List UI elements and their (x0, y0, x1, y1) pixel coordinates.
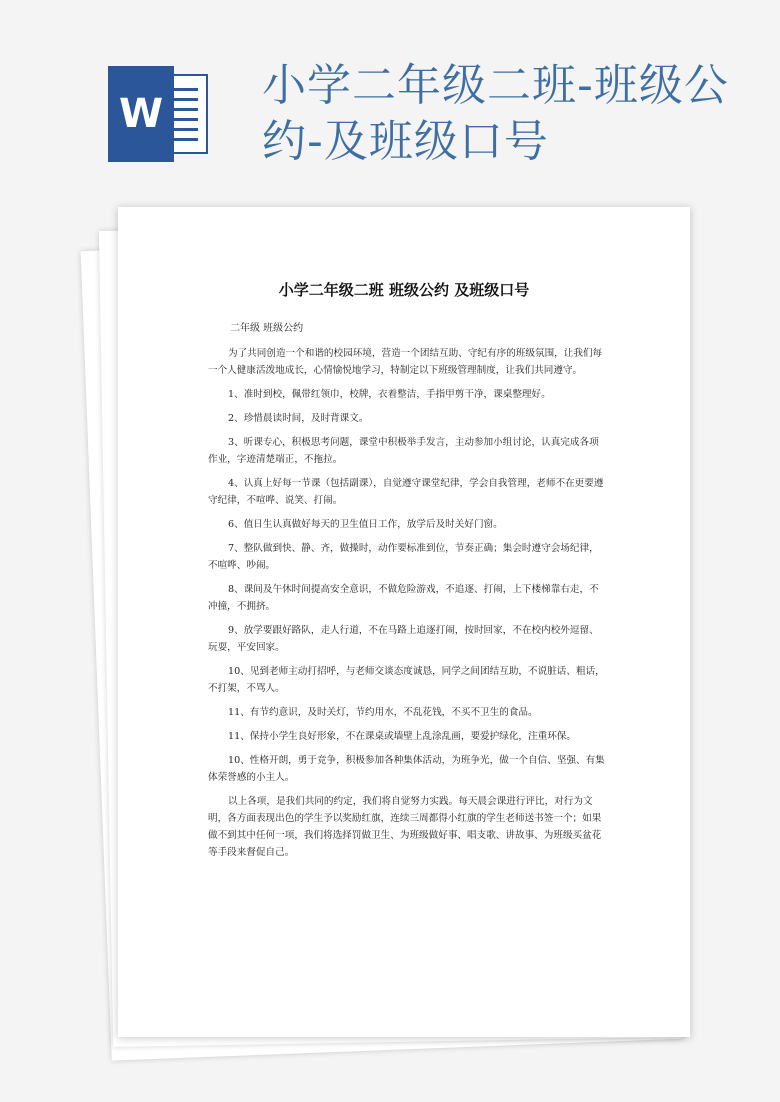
document-paragraph: 1、准时到校，佩带红领巾，校牌，衣着整洁，手指甲剪干净，课桌整理好。 (228, 389, 551, 400)
document-title: 小学二年级二班 班级公约 及班级口号 (278, 281, 530, 299)
document-page (118, 207, 690, 1037)
document-paragraph: 2、珍惜晨读时间，及时背课文。 (228, 413, 369, 424)
header (0, 0, 780, 190)
document-body (208, 345, 608, 868)
document-subtitle: 二年级 班级公约 (230, 323, 304, 334)
document-paragraph: 8、课间及午休时间提高安全意识，不做危险游戏，不追逐、打闹，上下楼梯靠右走，不冲撞，不拥挤。 (208, 584, 599, 612)
document-paragraph: 为了共同创造一个和谐的校园环境，营造一个团结互助、守纪有序的班级氛围，让我们每一个人健康活泼地成长，心情愉悦地学习，特制定以下班级管理制度，让我们共同遵守。 (208, 348, 603, 376)
document-paragraph: 10、性格开朗，勇于竞争，积极参加各种集体活动，为班争光，做一个自信、坚强、有集体荣誉感的小主人。 (208, 755, 605, 783)
document-paragraph: 7、整队做到快、静、齐，做操时，动作要标准到位，节奏正确；集会时遵守会场纪律，不喧哗、吵闹。 (208, 543, 599, 571)
word-icon-badge: W (108, 66, 174, 162)
document-paragraph: 4、认真上好每一节课（包括副课），自觉遵守课堂纪律，学会自我管理，老师不在更要遵守纪律，不喧哗、说笑、打闹。 (208, 478, 604, 506)
document-paragraph: 9、放学要跟好路队，走人行道，不在马路上追逐打闹，按时回家，不在校内校外逗留、玩耍，平安回家。 (208, 625, 599, 653)
document-paragraph: 11、保持小学生良好形象，不在课桌或墙壁上乱涂乱画，要爱护绿化，注重环保。 (228, 731, 576, 742)
page-title: 小学二年级二班-班级公约-及班级口号 (262, 60, 729, 167)
document-paragraph: 6、值日生认真做好每天的卫生值日工作，放学后及时关好门窗。 (228, 519, 503, 530)
document-paragraph: 以上各项，是我们共同的约定，我们将自觉努力实践。每天晨会课进行评比，对行为文明，各方面表现出色的学生予以奖励红旗，连续三周都得小红旗的学生老师送书签一个；如果做不到其中任何一项，我们将选择罚做卫生、为班级做好事、唱支歌、讲故事、为班级买盆花等手段来督促自己。 (208, 796, 602, 858)
document-paragraph: 11、有节约意识，及时关灯，节约用水，不乱花钱，不买不卫生的食品。 (228, 707, 538, 718)
document-paragraph: 3、听课专心，积极思考问题，课堂中积极举手发言，主动参加小组讨论，认真完成各项作业，字迹清楚端正，不拖拉。 (208, 437, 599, 465)
word-document-icon (108, 66, 208, 162)
document-paragraph: 10、见到老师主动打招呼，与老师交谈态度诚恳，同学之间团结互助，不说脏话、粗话，不打架，不骂人。 (208, 666, 605, 694)
